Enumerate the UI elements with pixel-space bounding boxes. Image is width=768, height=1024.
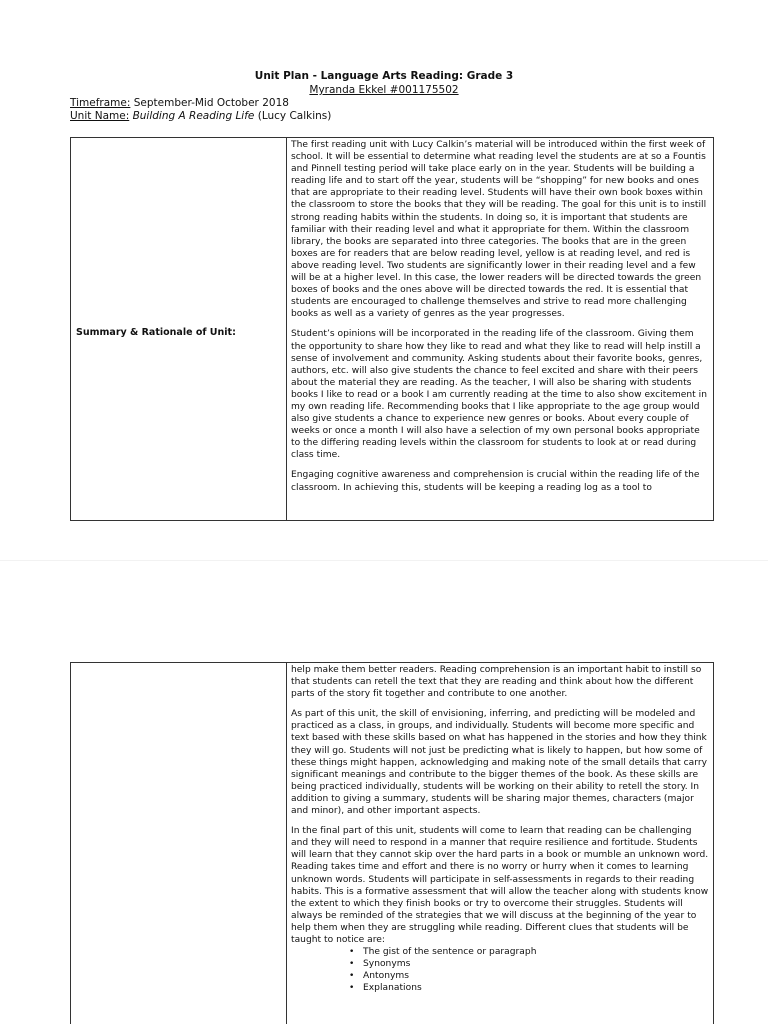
unit-name-label: Unit Name: [70, 110, 130, 122]
document-title: Unit Plan - Language Arts Reading: Grade 3 [254, 70, 514, 82]
summary-content-cell [287, 138, 714, 521]
paragraph: In the final part of this unit, students will come to learn that reading can be challenging and they will need to respond in a manner that require resilience and fortitude. Students will learn that they cannot skip over the hard parts in a book or mumble an unknown word. Reading takes time and effort and there is no worry or hurry when it comes to learning unknown words. Students will participate in self-assessments in regards to their reading habits. This is a formative assessment that will allow the teacher along with students know the extent to which they finish books or try to overcome their struggles. Students will always be reminded of the strategies that we will discuss at the beginning of the year to help them when they are struggling while reading. Different clues that students will be taught to notice are: [291, 826, 709, 945]
timeframe-label: Timeframe: [70, 97, 131, 109]
timeframe-value: September-Mid October 2018 [133, 97, 289, 109]
summary-content-cell-continued [287, 663, 714, 1024]
summary-label-cell [71, 138, 287, 521]
list-item: • Synonyms [363, 958, 709, 970]
paragraph: The first reading unit with Lucy Calkin’s material will be introduced within the first week of school. It will be essential to determine what reading level the students are at so a Fountis and Pinnell testing period will take place early on in the year. Students will be building a reading life and to start off the year, students will be “shopping” for new books and ones that are appropriate to their reading level. Students will have their own book boxes within the classroom to store the books that they will be reading. The goal for this unit is to instill strong reading habits within the students. In doing so, it is important that students are familiar with their reading level and what it appropriate for them. Within the classroom library, the books are separated into three categories. The books that are in the green boxes are for readers that are below reading level, yellow is at reading level, and red is above reading level. Two students are significantly lower in their reading level and a few will be at a higher level. In this case, the lower readers will be directed towards the green boxes of books and the ones above will be directed towards the red. It is essential that students are encouraged to challenge themselves and strive to read more challenging books as well as a variety of genres as the year progresses. [291, 140, 707, 320]
paragraph: Engaging cognitive awareness and comprehension is crucial within the reading life of the classroom. In achieving this, students will be keeping a reading log as a tool to [291, 470, 700, 493]
summary-label: Summary & Rationale of Unit: [76, 326, 236, 338]
paragraph: As part of this unit, the skill of envisioning, inferring, and predicting will be modeled and practiced as a class, in groups, and individually. Students will become more specific and text based with these skills based on what has happened in the stories and how they think they will go. Students will not just be predicting what is likely to happen, but how some of these things might happen, acknowledging and making note of the small details that carry significant meanings and contribute to the bigger themes of the book. As these skills are being practiced individually, students will be working on their ability to retell the story. In addition to giving a summary, students will be sharing major themes, characters (major and minor), and other important aspects. [291, 709, 707, 817]
unit-name-suffix: (Lucy Calkins) [257, 110, 332, 122]
paragraph: Student’s opinions will be incorporated in the reading life of the classroom. Giving them the opportunity to share how they like to read and what they like to read will help instill a sense of involvement and community. Asking students about their favorite books, genres, authors, etc. will also give students the chance to feel excited and share with their peers about the material they are reading. As the teacher, I will also be sharing with students books I like to read or a book I am currently reading at the time to also show excitement in my own reading life. Recommending books that I like appropriate to the age group would also give students a chance to experience new genres or books. About every couple of weeks or once a month I will also have a selection of my own personal books appropriate to the differing reading levels within the classroom for students to look at or read during class time. [291, 329, 708, 461]
list-item: • Explanations [363, 982, 709, 994]
summary-row [71, 138, 714, 521]
timeframe-line [70, 97, 289, 109]
unit-name-line [70, 110, 331, 122]
clues-list [291, 946, 709, 994]
paragraph: help make them better readers. Reading comprehension is an important habit to instill so that students can retell the text that they are reading and think about how the different parts of the story fit together and contribute to one another. [291, 665, 702, 700]
empty-label-cell [71, 663, 287, 1024]
summary-row-continued [71, 663, 714, 1024]
unit-name-title: Building A Reading Life [132, 110, 255, 122]
summary-table-continued [70, 662, 714, 1024]
author-line: Myranda Ekkel #001175502 [309, 84, 459, 96]
summary-table [70, 137, 714, 521]
page-break [0, 560, 768, 561]
list-item: • Antonyms [363, 970, 709, 982]
list-item: • The gist of the sentence or paragraph [363, 946, 709, 958]
